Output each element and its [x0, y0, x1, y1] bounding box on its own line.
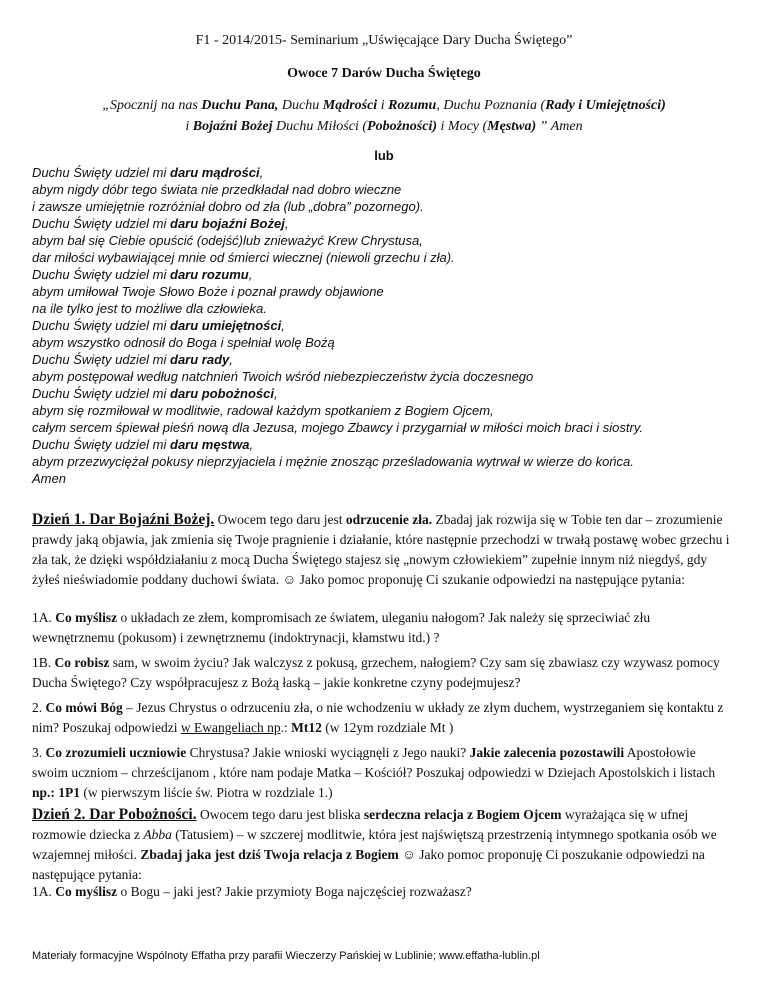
text-run: dar miłości wybawiającej mnie od śmierci wiecznej (niewoli grzechu i zła). [32, 250, 455, 265]
text-run: w Ewangeliach np [180, 720, 281, 735]
prayer-line [32, 351, 752, 368]
prayer-line [32, 249, 752, 266]
text-run: abym postępował według natchnień Twoich wśród niebezpieczeństw życia doczesnego [32, 369, 534, 384]
text-run: i Mocy ( [437, 119, 488, 134]
text-run: , Duchu Poznania ( [436, 98, 546, 113]
bold-text: Rozumu [388, 98, 437, 113]
text-run: , [248, 267, 253, 282]
text-run: – Jezus Chrystus o odrzuceniu zła, o nie wchodzeniu w układy ze złym duchem, wystrzeganiem się kontaktu z nim? Poszukaj odpowiedzi [32, 700, 724, 735]
bold-text: daru rady [170, 352, 230, 367]
text-run: 1A. [32, 610, 56, 625]
text-run: (Tatusiem) – w szczerej modlitwie, która jest najświętszą przestrzenią intymnego spotkania osób we wzajemnej miłości. [32, 827, 717, 862]
text-run: (w 12ym rozdziale Mt ) [321, 720, 454, 735]
bold-text: Rady i Umiejętności) [545, 98, 666, 113]
text-run: i zawsze umiejętnie rozróżniał dobro od zła (lub „dobra” pozornego). [32, 199, 424, 214]
day2-section [32, 805, 732, 885]
text-run: , [284, 216, 289, 231]
prayer-line [32, 266, 752, 283]
invocation-line-1 [0, 95, 768, 116]
text-run: Duchu Święty udziel mi [32, 216, 170, 231]
bold-text: Duchu Pana, [201, 98, 279, 113]
prayer-line [32, 470, 752, 487]
day1-question-3 [32, 743, 732, 803]
prayer-line [32, 402, 752, 419]
text-run: i [185, 119, 193, 134]
day2-question-1a [32, 882, 732, 902]
day1-question-1a [32, 608, 732, 648]
bold-text: Co mówi Bóg [45, 700, 123, 715]
text-run: o Bogu – jaki jest? Jakie przymioty Boga najczęściej rozważasz? [117, 884, 472, 899]
day1-section [32, 510, 732, 590]
prayer-line [32, 164, 752, 181]
text-run: abym się rozmiłował w modlitwie, radował każdym spotkaniem z Bogiem Ojcem, [32, 403, 494, 418]
prayer-line [32, 368, 752, 385]
text-run: .: [280, 720, 292, 735]
bold-text: Co zrozumieli uczniowie [45, 745, 187, 760]
prayer-line [32, 181, 752, 198]
text-run: Duchu Święty udziel mi [32, 386, 170, 401]
prayer-line [32, 334, 752, 351]
text-run: 3. [32, 745, 46, 760]
text-run: , [229, 352, 233, 367]
text-run: Abba [143, 827, 172, 842]
text-run: abym nigdy dóbr tego świata nie przedkładał nad dobro wieczne [32, 182, 402, 197]
text-run: 1A. [32, 884, 56, 899]
prayer-line [32, 283, 752, 300]
bold-text: Co myślisz [55, 884, 118, 899]
text-run: Duchu Miłości ( [272, 119, 368, 134]
text-run: całym sercem śpiewał pieśń nową dla Jezusa, mojego Zbawcy i przygarniał w miłości moich braci i siostry. [32, 420, 643, 435]
prayer-line [32, 419, 752, 436]
text-run: abym bał się Ciebie opuścić (odejść)lub znieważyć Krew Chrystusa, [32, 233, 423, 248]
prayer-line [32, 385, 752, 402]
text-run: Owocem tego daru jest [214, 512, 346, 527]
bold-text: Mądrości [322, 98, 378, 113]
text-run: Chrystusa? Jakie wnioski wyciągnęli z Jego nauki? [186, 745, 470, 760]
text-run: na ile tylko jest to możliwe dla człowieka. [32, 301, 267, 316]
text-run: Amen [32, 471, 66, 486]
bold-text: daru pobożności [170, 386, 274, 401]
text-run: o układach ze złem, kompromisach ze światem, uleganiu nałogom? Jak należy się sprzeciwiać złu wewnętrznemu (pokusom) i zewnętrznemu (indoktrynacji, kłamstwu itd.) ? [32, 610, 651, 645]
footer: Materiały formacyjne Wspólnoty Effatha przy parafii Wieczerzy Pańskiej w Lublinie; www.effatha-lublin.pl [32, 950, 540, 962]
text-run: Owocem tego daru jest bliska [196, 807, 364, 822]
document-title: Owoce 7 Darów Ducha Świętego [287, 66, 481, 81]
prayer-line [32, 300, 752, 317]
prayer-line [32, 453, 752, 470]
invocation [0, 95, 768, 137]
prayer [32, 164, 752, 487]
text-run: (w pierwszym liście św. Piotra w rozdziale 1.) [80, 785, 333, 800]
text-run: ☺ Jako pomoc proponuję Ci poszukanie odpowiedzi na następujące pytania: [32, 847, 705, 882]
prayer-line [32, 317, 752, 334]
text-run: , [274, 386, 278, 401]
bold-text: Męstwa) [487, 119, 537, 134]
text-run: 1B. [32, 655, 55, 670]
text-run: Duchu [278, 98, 323, 113]
text-run: Duchu Święty udziel mi [32, 267, 170, 282]
text-run: sam, w swoim życiu? Jak walczysz z pokusą, grzechem, nałogiem? Czy sam się zbawiasz czy wzywasz pomocy Ducha Świętego? Czy współpracujesz z Bożą łaską – jakie konkretne czyny podejmujesz? [32, 655, 720, 690]
text-run: Duchu Święty udziel mi [32, 318, 170, 333]
bold-text: np.: 1P1 [32, 785, 81, 800]
text-run: abym wszystko odnosił do Boga i spełniał wolę Bożą [32, 335, 335, 350]
bold-text: Co robisz [54, 655, 110, 670]
text-run: abym przezwyciężał pokusy nieprzyjaciela i mężnie znosząc prześladowania wytrwał w wierze do końca. [32, 454, 634, 469]
day2-heading: Dzień 2. Dar Pobożności. [32, 806, 197, 823]
text-run: wyrażająca się w ufnej rozmowie dziecka z [32, 807, 689, 842]
text-run: ” Amen [536, 119, 583, 134]
bold-text: Zbadaj jaka jest dziś Twoja relacja z Bogiem [140, 847, 399, 862]
prayer-line [32, 232, 752, 249]
document-header: F1 - 2014/2015- Seminarium „Uświęcające Dary Ducha Świętego” [195, 33, 573, 48]
bold-text: Jakie zalecenia pozostawili [469, 745, 625, 760]
text-run: , [281, 318, 285, 333]
bold-text: daru rozumu [170, 267, 249, 282]
prayer-line [32, 198, 752, 215]
text-run: abym umiłował Twoje Słowo Boże i poznał prawdy objawione [32, 284, 384, 299]
bold-text: Co myślisz [55, 610, 118, 625]
text-run: , [259, 165, 264, 180]
bold-text: Bojaźni Bożej [192, 119, 273, 134]
invocation-line-2 [0, 116, 768, 137]
day1-heading: Dzień 1. Dar Bojaźni Bożej. [32, 511, 215, 528]
bold-text: daru mądrości [170, 165, 260, 180]
prayer-line [32, 215, 752, 232]
bold-text: daru męstwa [170, 437, 250, 452]
text-run: Zbadaj jak rozwija się w Tobie ten dar – zrozumienie prawdy jaką objawia, jak zmienia się Twoje pragnienie i działanie, które następnie przechodzi w trwałą postawę wobec grzechu i zła tak, że dzięki współdziałaniu z mocą Ducha Świętego stajesz się „nowym człowiekiem” zupełnie innym niż niegdyś, gdy żyłeś nieświadomie poddany duchowi świata. ☺ Jako pomoc proponuję Ci szukanie odpowiedzi na następujące pytania: [32, 512, 730, 587]
text-run: „Spocznij na nas [102, 98, 202, 113]
bold-text: Mt12 [291, 720, 322, 735]
text-run: i [377, 98, 389, 113]
text-run: Duchu Święty udziel mi [32, 352, 170, 367]
text-run: 2. [32, 700, 46, 715]
bold-text: serdeczna relacja z Bogiem Ojcem [363, 807, 562, 822]
bold-text: Pobożności) [367, 119, 438, 134]
day1-question-2 [32, 698, 732, 738]
text-run: Duchu Święty udziel mi [32, 165, 170, 180]
text-run: , [249, 437, 254, 452]
bold-text: daru bojaźni Bożej [170, 216, 285, 231]
bold-text: odrzucenie zła. [345, 512, 433, 527]
text-run: Apostołowie swoim uczniom – chrześcijanom , które nam podaje Matka – Kościół? Poszukaj odpowiedzi w Dziejach Apostolskich i listach [32, 745, 716, 780]
bold-text: daru umiejętności [170, 318, 282, 333]
text-run: Duchu Święty udziel mi [32, 437, 170, 452]
prayer-line [32, 436, 752, 453]
day1-question-1b [32, 653, 732, 693]
lub-label: lub [374, 148, 394, 163]
